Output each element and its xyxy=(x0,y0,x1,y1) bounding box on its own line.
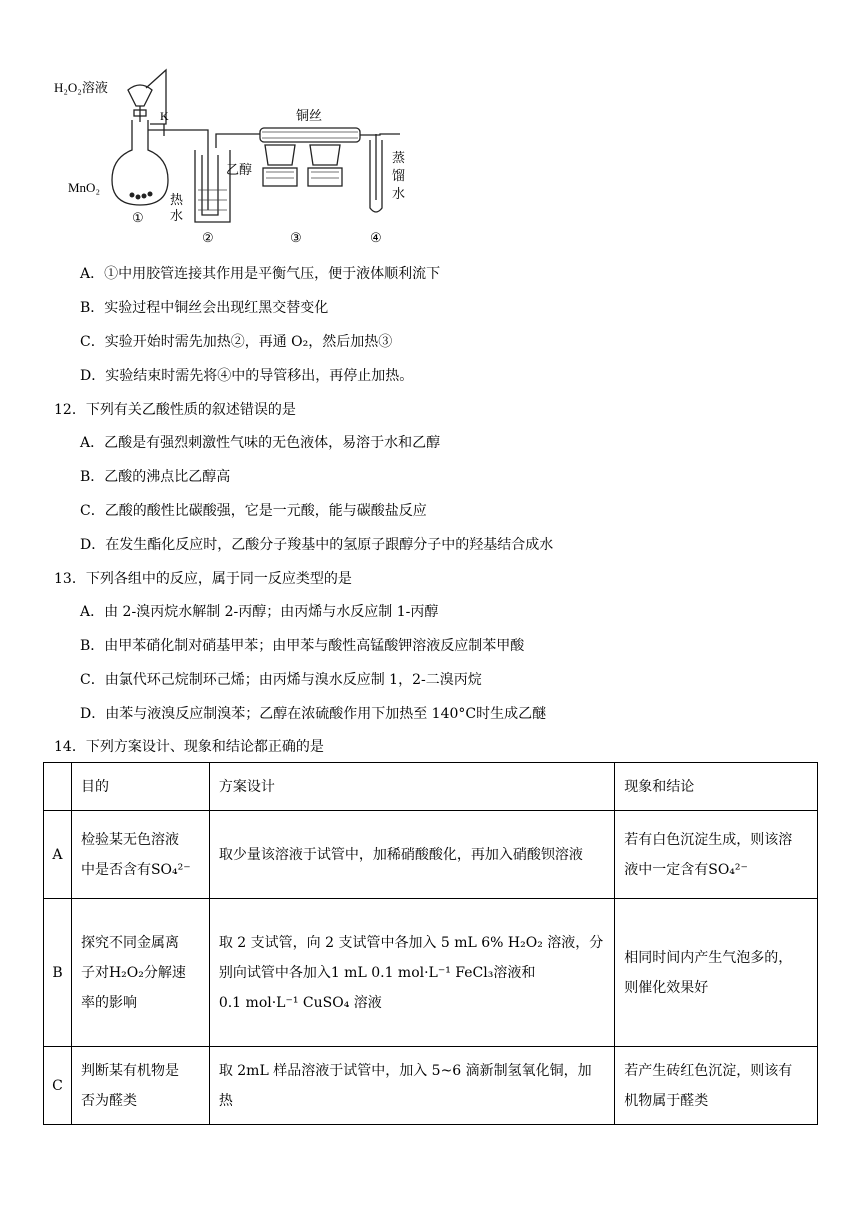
apparatus-diagram xyxy=(40,40,440,250)
design-line: 取 2 支试管，向 2 支试管中各加入 5 mL 6% H₂O₂ 溶液，分 xyxy=(218,934,604,951)
purpose-cell xyxy=(71,1047,209,1125)
q11-option-b: B．实验过程中铜丝会出现红黑交替变化 xyxy=(80,300,329,316)
design-line: 别向试管中各加入1 mL 0.1 mol·L⁻¹ FeCl₃溶液和 xyxy=(218,964,536,981)
row-label: C xyxy=(44,1047,72,1125)
result-cell xyxy=(615,899,818,1047)
caption-4: ④ xyxy=(370,231,382,246)
q13-option-d: D．由苯与液溴反应制溴苯；乙醇在浓硫酸作用下加热至 140°C时生成乙醚 xyxy=(80,706,547,722)
purpose-line: 探究不同金属离 xyxy=(80,934,179,951)
header-design: 方案设计 xyxy=(209,763,614,811)
header-result: 现象和结论 xyxy=(615,763,818,811)
row-label: B xyxy=(44,899,72,1047)
header-purpose: 目的 xyxy=(71,763,209,811)
table-row xyxy=(44,811,818,899)
purpose-line: 率的影响 xyxy=(80,994,137,1011)
design-line: 取 2mL 样品溶液于试管中，加入 5~6 滴新制氢氧化铜，加 xyxy=(218,1062,592,1079)
result-line: 相同时间内产生气泡多的， xyxy=(624,949,793,966)
table-header-row xyxy=(44,763,818,811)
result-line: 若有白色沉淀生成，则该溶 xyxy=(624,831,793,848)
design-line: 取少量该溶液于试管中，加稀硝酸酸化，再加入硝酸钡溶液 xyxy=(218,846,583,863)
header-cell-empty xyxy=(44,763,72,811)
q12-option-b: B．乙酸的沸点比乙醇高 xyxy=(80,469,231,485)
q14-stem: 14．下列方案设计、现象和结论都正确的是 xyxy=(54,739,324,755)
purpose-cell xyxy=(71,811,209,899)
result-line: 则催化效果好 xyxy=(624,979,709,996)
label-mno2: MnO₂ xyxy=(68,180,100,195)
caption-3: ③ xyxy=(290,231,302,246)
table-row xyxy=(44,899,818,1047)
caption-2: ② xyxy=(202,231,214,246)
table-row xyxy=(44,1047,818,1125)
purpose-line: 否为醛类 xyxy=(80,1092,137,1109)
q13-option-a: A．由 2-溴丙烷水解制 2-丙醇；由丙烯与水反应制 1-丙醇 xyxy=(80,604,439,620)
purpose-cell xyxy=(71,899,209,1047)
design-cell xyxy=(209,899,614,1047)
label-copper-wire: 铜丝 xyxy=(296,108,323,123)
design-line: 0.1 mol·L⁻¹ CuSO₄ 溶液 xyxy=(218,994,382,1011)
q13-option-c: C．由氯代环己烷制环己烯；由丙烯与溴水反应制 1，2-二溴丙烷 xyxy=(80,672,482,688)
caption-1: ① xyxy=(132,211,144,226)
label-k: K xyxy=(160,109,169,123)
purpose-line: 检验某无色溶液 xyxy=(80,831,179,848)
label-h2o2: H₂O₂溶液 xyxy=(54,80,108,95)
result-cell xyxy=(615,1047,818,1125)
q11-option-c: C．实验开始时需先加热②，再通 O₂，然后加热③ xyxy=(80,334,393,350)
q12-option-a: A．乙酸是有强烈刺激性气味的无色液体，易溶于水和乙醇 xyxy=(80,435,441,451)
q13-option-b: B．由甲苯硝化制对硝基甲苯；由甲苯与酸性高锰酸钾溶液反应制苯甲酸 xyxy=(80,638,525,654)
purpose-line: 判断某有机物是 xyxy=(80,1062,179,1079)
q12-option-c: C．乙酸的酸性比碳酸强，它是一元酸，能与碳酸盐反应 xyxy=(80,503,427,519)
purpose-line: 中是否含有SO₄²⁻ xyxy=(80,861,191,878)
q14-table xyxy=(43,762,818,1125)
label-hot-water-2: 水 xyxy=(170,208,184,223)
q11-option-d: D．实验结束时需先将④中的导管移出，再停止加热。 xyxy=(80,368,414,384)
design-cell xyxy=(209,811,614,899)
result-line: 若产生砖红色沉淀，则该有 xyxy=(624,1062,793,1079)
label-hot-water-1: 热 xyxy=(170,192,184,207)
q13-stem: 13．下列各组中的反应，属于同一反应类型的是 xyxy=(54,571,352,587)
q12-option-d: D．在发生酯化反应时，乙酸分子羧基中的氢原子跟醇分子中的羟基结合成水 xyxy=(80,537,554,553)
label-distilled-2: 馏 xyxy=(392,168,406,183)
result-cell xyxy=(615,811,818,899)
row-label: A xyxy=(44,811,72,899)
design-cell xyxy=(209,1047,614,1125)
label-distilled-1: 蒸 xyxy=(392,150,406,165)
q11-option-a: A．①中用胶管连接其作用是平衡气压，便于液体顺利流下 xyxy=(80,266,441,282)
label-ethanol: 乙醇 xyxy=(226,162,253,177)
q12-stem: 12．下列有关乙酸性质的叙述错误的是 xyxy=(54,402,296,418)
result-line: 机物属于醛类 xyxy=(624,1092,709,1109)
design-line: 热 xyxy=(218,1092,233,1109)
result-line: 液中一定含有SO₄²⁻ xyxy=(624,861,748,878)
purpose-line: 子对H₂O₂分解速 xyxy=(80,964,186,981)
label-distilled-3: 水 xyxy=(392,186,406,201)
